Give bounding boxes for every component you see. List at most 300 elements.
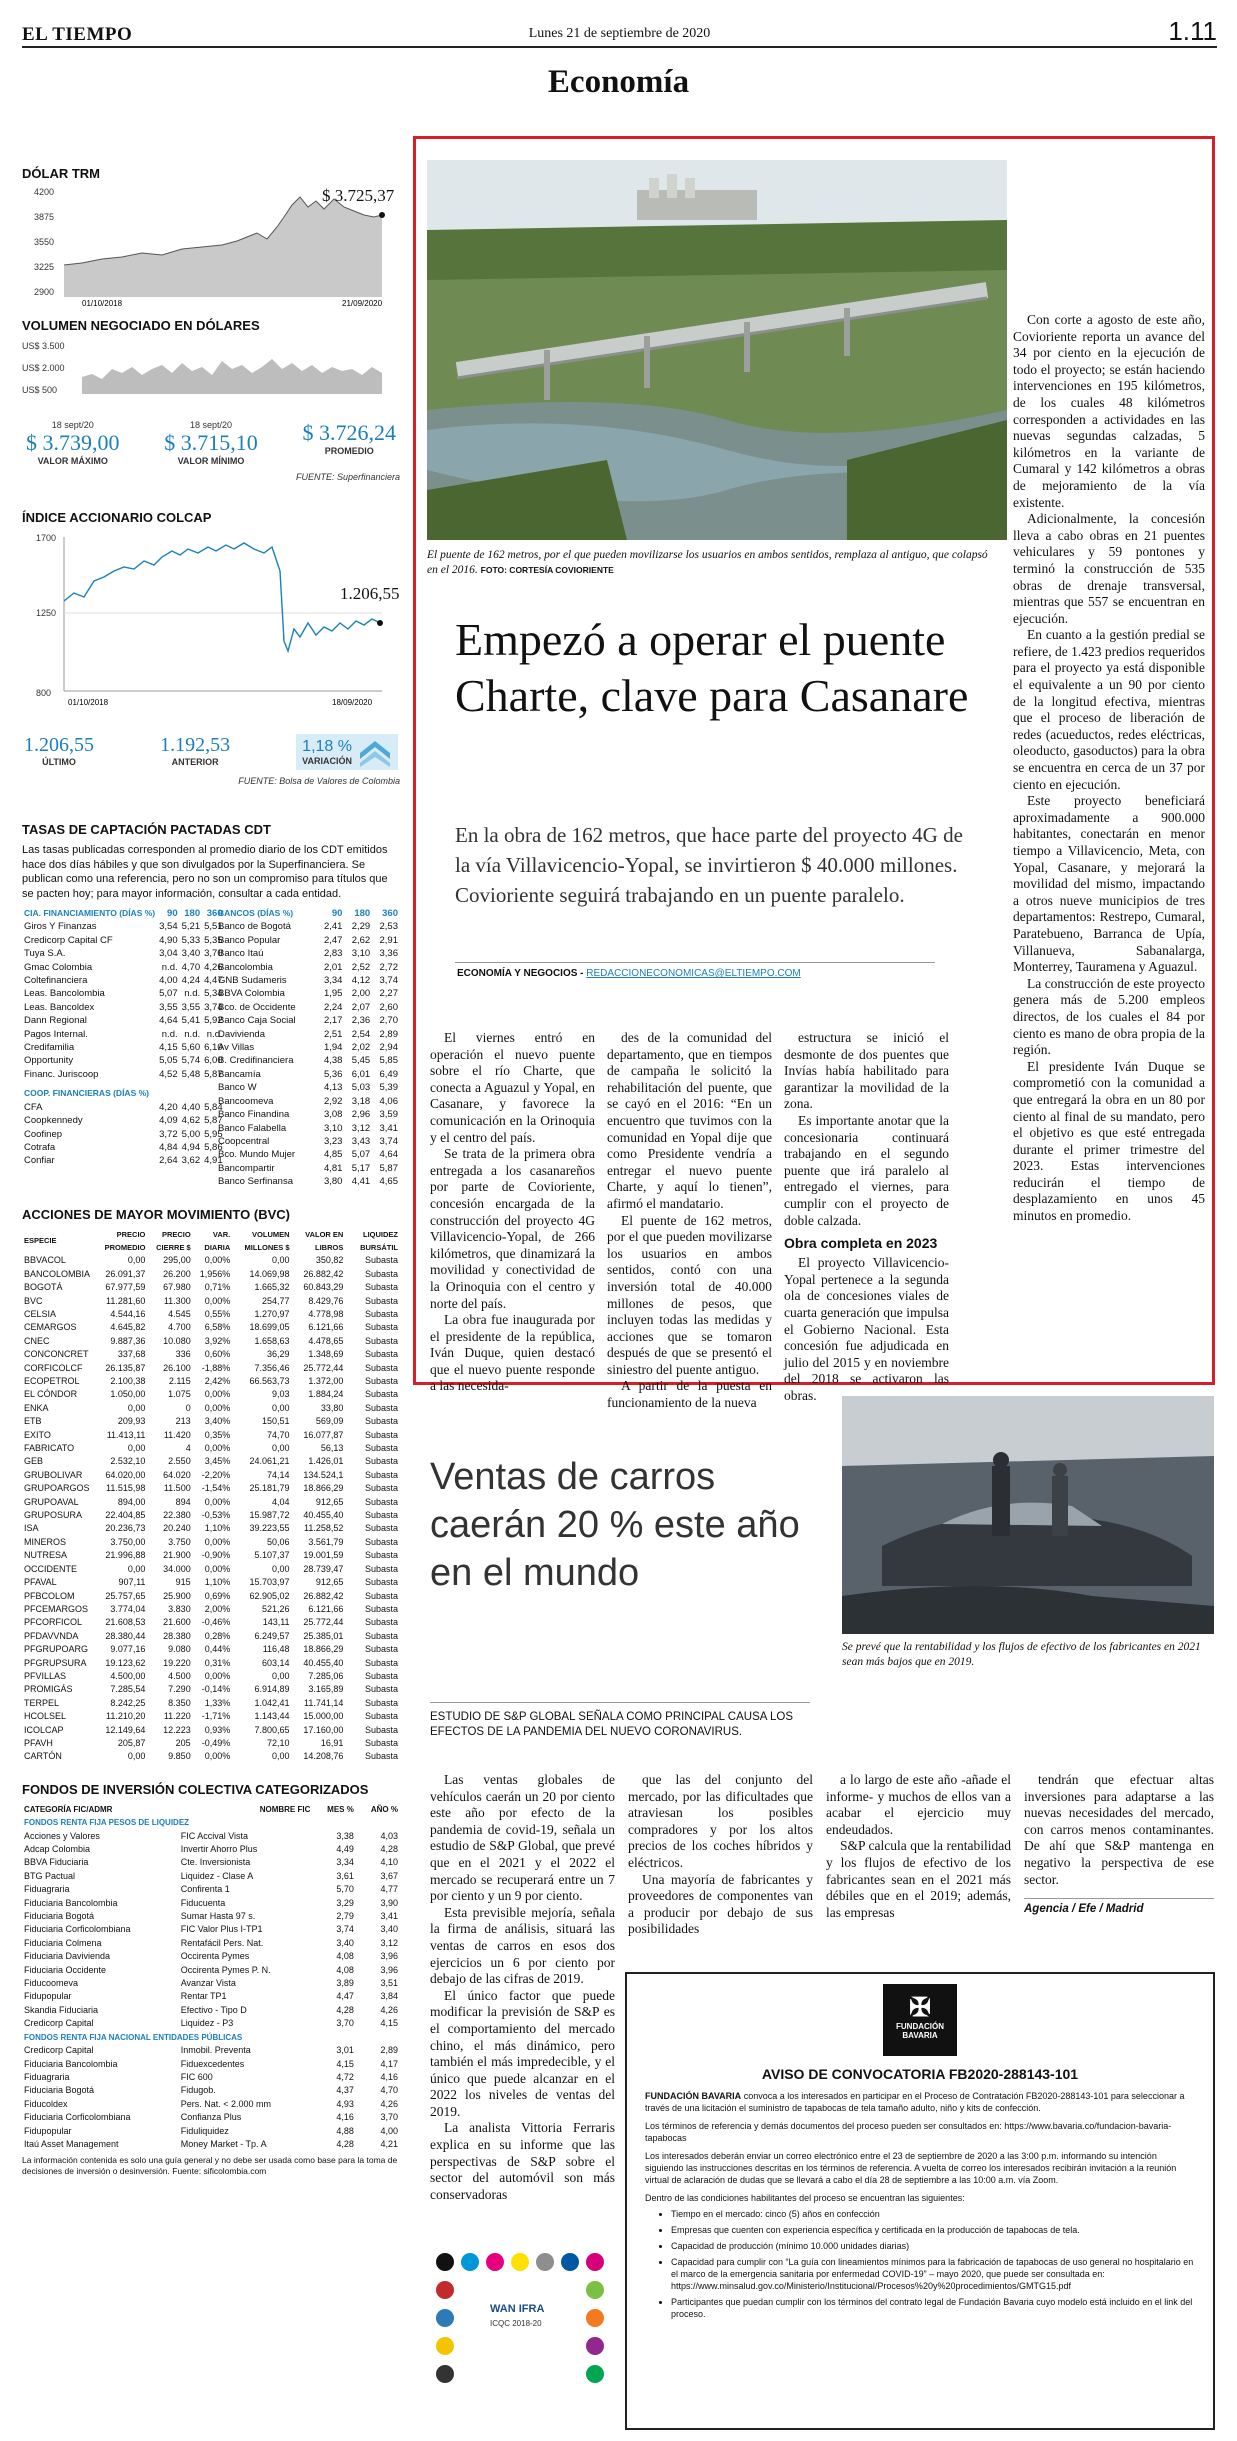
article2-rule bbox=[430, 1702, 810, 1703]
table-cell: Subasta bbox=[364, 1335, 398, 1346]
list-item: • Participantes que puedan cumplir con los términos del contrato legal de Fundación Bavaria cuyo modelo está incluido en el link del proceso. bbox=[671, 2296, 1195, 2320]
table-cell: 16,91 bbox=[320, 1737, 344, 1748]
list-item: • Empresas que cuenten con experiencia específica y certificada en la producción de tapabocas de tela. bbox=[671, 2224, 1195, 2236]
table-cell: 3,74 bbox=[204, 1001, 223, 1013]
table-cell: Credicorp Capital bbox=[24, 2045, 94, 2056]
table-cell: CEMARGOS bbox=[24, 1322, 77, 1333]
table-cell: -1,88% bbox=[201, 1362, 231, 1373]
table-row bbox=[216, 1175, 400, 1188]
table-cell: 15.703,97 bbox=[249, 1577, 290, 1588]
article2-headline: Ventas de carros caerán 20 % este año en el mundo bbox=[430, 1456, 800, 1594]
table-cell: 3,55 bbox=[181, 1001, 201, 1013]
table-cell: Fidupopular bbox=[24, 2125, 72, 2136]
table-row bbox=[22, 1937, 400, 1950]
table-row bbox=[22, 1482, 400, 1495]
table-row bbox=[22, 1054, 225, 1067]
table-cell: 4,64 bbox=[379, 1149, 398, 1161]
table-cell: 4,77 bbox=[380, 1884, 398, 1895]
stat-change bbox=[296, 734, 398, 770]
table-cell: 4,47 bbox=[204, 975, 223, 987]
table-cell: 11.515,98 bbox=[106, 1483, 146, 1494]
volume-bars bbox=[82, 359, 382, 394]
table-cell: 3,41 bbox=[379, 1122, 398, 1134]
table-cell: 4,28 bbox=[336, 2004, 354, 2015]
table-cell: 3,41 bbox=[380, 1911, 398, 1922]
table-cell: 10.080 bbox=[163, 1335, 191, 1346]
table-cell: 3.561,79 bbox=[308, 1536, 344, 1547]
table-cell: Itaú Asset Management bbox=[24, 2138, 119, 2149]
stat-max bbox=[26, 420, 120, 466]
table-row bbox=[22, 1843, 400, 1856]
table-row bbox=[22, 1883, 400, 1896]
colcap-ytick: 1250 bbox=[36, 608, 57, 618]
column-header: ESPECIE bbox=[24, 1236, 57, 1246]
dolar-source: FUENTE: Superfinanciera bbox=[295, 472, 400, 482]
table-cell: 1,33% bbox=[204, 1697, 231, 1708]
table-cell: 0,35% bbox=[204, 1429, 231, 1440]
table-cell: 0,00 bbox=[127, 1255, 146, 1266]
table-cell: 3,34 bbox=[323, 975, 343, 987]
table-row bbox=[22, 2071, 400, 2084]
table-cell: 5,05 bbox=[159, 1055, 178, 1067]
table-cell: 5,34 bbox=[204, 988, 223, 1000]
paragraph: Se trata de la primera obra entregada a los casanareños por parte de Covioriente, concesión encargada de la construcción del proyecto 4G Villavicencio-Yopal, de 266 kilómetros, que dinamizará la movilidad y conectividad de la Orinoquia con el centro y norte del país. bbox=[430, 1146, 595, 1311]
table-row bbox=[216, 934, 400, 947]
paragraph: S&P calcula que la rentabilidad y los flujos de efectivo de los fabricantes sean en el 2021 más débiles que en el 2019; además, las empresas bbox=[826, 1838, 1011, 1920]
table-cell: -1,71% bbox=[201, 1711, 231, 1722]
table-cell: 4 bbox=[185, 1443, 191, 1454]
byline-email[interactable]: REDACCIONECONOMICAS@ELTIEMPO.COM bbox=[586, 968, 801, 979]
table-row bbox=[22, 1977, 400, 1990]
table-cell: 603,14 bbox=[262, 1657, 290, 1668]
table-cell: 56,13 bbox=[320, 1443, 344, 1454]
table-cell: CFA bbox=[24, 1101, 43, 1113]
paragraph: Esta previsible mejoría, señala la firma de análisis, situará las ventas de carros en esos dos ejercicios un 6 por ciento por debajo de las cifras de 2019. bbox=[430, 1904, 615, 1987]
table-cell: 3,18 bbox=[351, 1095, 371, 1107]
table-cell: Credicorp Capital CF bbox=[24, 934, 113, 946]
paragraph: El único factor que puede modificar la previsión de S&P es el comportamiento del mercado chino, el más dinámico, pero también el más impredecible, y el único que puede alcanzar en el 2022 los niveles de ventas del 2019. bbox=[430, 1987, 615, 2119]
table-cell: 254,77 bbox=[262, 1295, 290, 1306]
table-cell: Banco Itaú bbox=[218, 948, 264, 960]
table-row bbox=[22, 1616, 400, 1629]
table-cell: 5,86 bbox=[204, 1141, 223, 1153]
table-cell: 3,01 bbox=[336, 2045, 354, 2056]
table-row bbox=[22, 2004, 400, 2017]
column-header: CATEGORÍA FIC/ADMR bbox=[24, 1804, 113, 1814]
table-cell: 0,31% bbox=[204, 1657, 231, 1668]
table-cell: 36,29 bbox=[267, 1349, 290, 1360]
bavaria-logo bbox=[883, 1984, 957, 2056]
table-cell: Liquidez - P3 bbox=[180, 2018, 234, 2029]
table-cell: B. Credifinanciera bbox=[218, 1055, 294, 1067]
table-cell: 912,65 bbox=[315, 1496, 344, 1507]
table-row bbox=[22, 1028, 225, 1041]
table-cell: 67.977,59 bbox=[105, 1282, 146, 1293]
table-cell: -0,46% bbox=[201, 1617, 231, 1628]
table-cell: 2,52 bbox=[351, 961, 371, 973]
up-arrow-icon bbox=[358, 737, 392, 767]
table-cell: 5,87 bbox=[379, 1162, 398, 1174]
table-cell: 3,40 bbox=[336, 1937, 354, 1948]
table-cell: 0,93% bbox=[204, 1724, 231, 1735]
table-cell: PFAVH bbox=[24, 1737, 53, 1748]
table-cell: Subasta bbox=[364, 1603, 398, 1614]
table-row bbox=[22, 974, 225, 987]
fondos-rows-1 bbox=[22, 1830, 400, 2031]
table-cell: 3,84 bbox=[380, 1991, 398, 2002]
colcap-chart bbox=[22, 531, 400, 711]
table-row bbox=[22, 2125, 400, 2138]
volume-ytick: US$ 2.000 bbox=[22, 363, 65, 373]
table-cell: PFCORFICOL bbox=[24, 1617, 83, 1628]
colcap-stats bbox=[22, 734, 400, 770]
table-cell: 6,10 bbox=[204, 1042, 223, 1054]
table-row bbox=[22, 1014, 225, 1027]
table-cell: 4.500,00 bbox=[110, 1670, 146, 1681]
table-cell: 0,00% bbox=[204, 1751, 231, 1762]
stat-value: $ 3.726,24 bbox=[302, 420, 396, 445]
table-cell: 15.000,00 bbox=[303, 1711, 344, 1722]
table-cell: 7.290 bbox=[168, 1684, 191, 1695]
table-cell: Fiducoldex bbox=[24, 2098, 68, 2109]
table-cell: Confirenta 1 bbox=[180, 1884, 230, 1895]
table-cell: 40.455,40 bbox=[303, 1510, 344, 1521]
table-cell: 14.208,76 bbox=[303, 1751, 344, 1762]
table-cell: 3,72 bbox=[159, 1128, 178, 1140]
table-cell: 25.772,44 bbox=[303, 1617, 344, 1628]
table-cell: ICOLCAP bbox=[24, 1724, 64, 1735]
table-cell: 4,03 bbox=[380, 1830, 398, 1841]
cdt-col: 90 bbox=[331, 908, 343, 919]
table-cell: 21.600 bbox=[163, 1617, 191, 1628]
table-cell: 2,27 bbox=[379, 988, 398, 1000]
table-cell: Subasta bbox=[364, 1550, 398, 1561]
table-cell: Subasta bbox=[364, 1469, 398, 1480]
table-cell: Subasta bbox=[364, 1711, 398, 1722]
table-cell: FIC 600 bbox=[180, 2071, 213, 2082]
table-cell: 3,29 bbox=[336, 1897, 354, 1908]
table-cell: 39.223,55 bbox=[249, 1523, 290, 1534]
photo-caption bbox=[427, 548, 997, 578]
table-cell: 1.884,24 bbox=[308, 1389, 344, 1400]
table-cell: 74,70 bbox=[267, 1429, 290, 1440]
dolar-stats bbox=[22, 420, 400, 466]
table-cell: 8.429,76 bbox=[308, 1295, 344, 1306]
paragraph: El puente de 162 metros, por el que pueden movilizarse los usuarios en ambos sentidos, contó con una inversión total de 40.000 millones de pesos, que incluyen todas las medidas y acciones que se tomaron después de que se presentó el siniestro del puente antiguo. bbox=[607, 1212, 772, 1377]
table-row bbox=[22, 1429, 400, 1442]
table-cell: 2,91 bbox=[379, 934, 398, 946]
table-cell: 4.544,16 bbox=[110, 1308, 146, 1319]
table-cell: 4,12 bbox=[351, 975, 371, 987]
table-cell: Bco. de Occidente bbox=[218, 1001, 296, 1013]
table-cell: Financ. Juriscoop bbox=[24, 1068, 99, 1080]
table-cell: 26.091,37 bbox=[105, 1268, 146, 1279]
table-cell: 0,44% bbox=[204, 1644, 231, 1655]
colcap-ytick: 1700 bbox=[36, 533, 57, 543]
table-cell: 0,55% bbox=[204, 1308, 231, 1319]
table-cell: 5,17 bbox=[351, 1162, 371, 1174]
article1-col3b bbox=[784, 1255, 949, 1404]
table-cell: 116,48 bbox=[262, 1644, 290, 1655]
table-cell: 67.980 bbox=[163, 1282, 191, 1293]
table-cell: 4,90 bbox=[159, 934, 178, 946]
table-cell: 0,00% bbox=[204, 1402, 231, 1413]
table-cell: GEB bbox=[24, 1456, 44, 1467]
table-cell: 2,51 bbox=[323, 1028, 343, 1040]
paragraph: des de la comunidad del departamento, que en tiempos de campaña le solicitó la rehabilitación del puente, que se cayó en el 2016: “En un encuentro que tuvimos con la comunidad en Yopal dije que como Presidente vendría a entregar el nuevo puente Charte, y aquí lo tienen”, afirmó el mandatario. bbox=[607, 1030, 772, 1211]
table-cell: 28.380,44 bbox=[105, 1630, 146, 1641]
table-row bbox=[216, 920, 400, 933]
table-cell: Subasta bbox=[364, 1376, 398, 1386]
table-row bbox=[216, 987, 400, 1000]
table-cell: 1,94 bbox=[323, 1042, 343, 1054]
table-cell: 72,10 bbox=[267, 1737, 290, 1748]
table-cell: 2,64 bbox=[159, 1155, 178, 1167]
fondos-table bbox=[22, 1803, 400, 2152]
table-cell: 20.236,73 bbox=[105, 1523, 146, 1534]
table-row bbox=[22, 1469, 400, 1482]
table-cell: 2,89 bbox=[379, 1028, 398, 1040]
table-cell: Fiduciaria Bogotá bbox=[24, 2085, 95, 2096]
wan-ifra-label: WAN IFRA bbox=[490, 2303, 545, 2315]
table-cell: 150,51 bbox=[262, 1416, 290, 1427]
table-cell: Subasta bbox=[364, 1416, 398, 1427]
stat-label: VALOR MÁXIMO bbox=[37, 456, 108, 466]
table-cell: PFGRUPOARG bbox=[24, 1644, 89, 1655]
acciones-table bbox=[22, 1228, 400, 1764]
table-cell: 1.143,44 bbox=[254, 1711, 290, 1722]
table-cell: 5,21 bbox=[181, 921, 201, 933]
table-cell: Liquidez - Clase A bbox=[180, 1870, 254, 1881]
table-row bbox=[216, 974, 400, 987]
table-cell: Subasta bbox=[364, 1563, 398, 1574]
stat-date: 18 sept/20 bbox=[189, 420, 233, 430]
table-cell: 4.545 bbox=[168, 1308, 191, 1319]
car-factory-illustration bbox=[842, 1396, 1214, 1634]
paragraph: La construcción de este proyecto genera más de 5.200 empleos directos, de los cuales el 84 por ciento es mano de obra propia de la región. bbox=[1013, 975, 1205, 1058]
table-cell: 0,00 bbox=[272, 1402, 290, 1413]
table-cell: Confianza Plus bbox=[180, 2112, 242, 2123]
table-cell: 25.181,79 bbox=[249, 1483, 290, 1494]
table-cell: Banco Serfinansa bbox=[218, 1176, 293, 1188]
bavaria-notice bbox=[625, 1972, 1215, 2430]
table-row bbox=[22, 1114, 225, 1127]
table-row bbox=[22, 1268, 400, 1281]
table-cell: 6.249,57 bbox=[254, 1630, 290, 1641]
table-row bbox=[22, 1415, 400, 1428]
table-cell: 24.061,21 bbox=[249, 1456, 290, 1467]
table-cell: Fiduciaria Bancolombia bbox=[24, 1897, 118, 1908]
cdt-col: 360 bbox=[382, 908, 398, 919]
table-cell: CORFICOLCF bbox=[24, 1362, 83, 1373]
table-cell: 2,70 bbox=[379, 1015, 398, 1027]
dolar-x-end: 21/09/2020 bbox=[342, 299, 383, 307]
fondos-sub: FONDOS RENTA FIJA NACIONAL ENTIDADES PÚBLICAS bbox=[24, 2032, 243, 2042]
table-row bbox=[22, 1897, 400, 1910]
table-cell: 3,04 bbox=[159, 948, 178, 960]
table-cell: 3,12 bbox=[380, 1937, 398, 1948]
table-cell: n.d. bbox=[161, 961, 178, 973]
byline-section: ECONOMÍA Y NEGOCIOS - bbox=[457, 968, 584, 979]
table-cell: 1.050,00 bbox=[110, 1389, 146, 1400]
table-cell: 143,11 bbox=[262, 1617, 290, 1628]
table-cell: Rentar TP1 bbox=[180, 1991, 227, 2002]
table-cell: Dann Regional bbox=[24, 1015, 87, 1027]
column-header: VALOR EN LIBROS bbox=[305, 1229, 344, 1252]
table-cell: 6,00 bbox=[204, 1055, 223, 1067]
paragraph: El presidente Iván Duque se comprometió con la comunidad a que entregará la obra en un 80 por ciento al final de su mandato, pero el objetivo es que esté entregada durante el primer trimestre del 2023. Estas intervenciones reducirán el tiempo de desplazamiento en unos 45 minutos en promedio. bbox=[1013, 1058, 1205, 1224]
cdt-cia-table bbox=[22, 907, 225, 1168]
acciones-title: ACCIONES DE MAYOR MOVIMIENTO (BVC) bbox=[22, 1206, 290, 1222]
table-cell: CONCONCRET bbox=[24, 1349, 89, 1360]
car-photo bbox=[842, 1396, 1214, 1634]
table-cell: 521,26 bbox=[262, 1603, 290, 1614]
table-cell: 2,54 bbox=[351, 1028, 371, 1040]
table-cell: 5,70 bbox=[336, 1884, 354, 1895]
table-row bbox=[22, 1402, 400, 1415]
stat-min bbox=[164, 420, 258, 466]
table-row bbox=[22, 1549, 400, 1562]
table-cell: 34.000 bbox=[163, 1563, 191, 1574]
table-cell: Confiar bbox=[24, 1155, 55, 1167]
table-row bbox=[216, 1028, 400, 1041]
table-cell: 3,10 bbox=[351, 948, 371, 960]
table-cell: 8.242,25 bbox=[110, 1697, 146, 1708]
table-cell: 1.075 bbox=[168, 1389, 191, 1400]
table-cell: Subasta bbox=[364, 1429, 398, 1440]
stat-label: VALOR MÍNIMO bbox=[177, 456, 245, 466]
table-row bbox=[22, 1950, 400, 1963]
table-cell: Bancoomeva bbox=[218, 1095, 274, 1107]
table-cell: 12.149,64 bbox=[105, 1724, 146, 1735]
table-cell: 4,21 bbox=[380, 2138, 398, 2149]
table-cell: 1.372,00 bbox=[308, 1376, 344, 1386]
notice-p1-text: convoca a los interesados en participar en el Proceso de Contratación FB2020-288143-101 para seleccionar a través de una licitación el suministro de tapabocas de tela tamaño adulto, niño y kits de confección. bbox=[645, 2091, 1185, 2113]
newspaper-brand: EL TIEMPO bbox=[22, 24, 133, 45]
table-cell: BTG Pactual bbox=[24, 1870, 76, 1881]
table-cell: BOGOTÁ bbox=[24, 1282, 63, 1293]
table-row bbox=[22, 2084, 400, 2097]
table-cell: Banco de Bogotá bbox=[218, 921, 291, 933]
table-cell: 5,33 bbox=[181, 934, 201, 946]
table-cell: 0,60% bbox=[204, 1349, 231, 1360]
table-cell: 9.077,16 bbox=[110, 1644, 146, 1655]
column-header: NOMBRE FIC bbox=[259, 1804, 311, 1814]
table-cell: Credicorp Capital bbox=[24, 2018, 94, 2029]
table-cell: 4.478,65 bbox=[308, 1335, 344, 1346]
table-cell: PFBCOLOM bbox=[24, 1590, 75, 1601]
table-cell: Bco. Mundo Mujer bbox=[218, 1149, 296, 1161]
table-cell: Fiduciaria Bogotá bbox=[24, 1911, 95, 1922]
table-cell: 15.987,72 bbox=[249, 1510, 290, 1521]
table-row bbox=[22, 1910, 400, 1923]
table-cell: 11.210,20 bbox=[106, 1711, 146, 1722]
article1-col3 bbox=[784, 1030, 949, 1404]
table-cell: GRUPOARGOS bbox=[24, 1483, 90, 1494]
table-row bbox=[22, 1068, 225, 1081]
table-cell: 4,04 bbox=[272, 1496, 290, 1507]
table-cell: Banco W bbox=[218, 1082, 257, 1094]
table-cell: NUTRESA bbox=[24, 1550, 68, 1561]
table-cell: 0,00 bbox=[272, 1751, 290, 1762]
list-item: • Tiempo en el mercado: cinco (5) años en confección bbox=[671, 2208, 1195, 2220]
article-byline bbox=[457, 968, 977, 979]
table-cell: 0,71% bbox=[204, 1282, 231, 1293]
table-row bbox=[22, 1455, 400, 1468]
byline-rule bbox=[455, 962, 935, 963]
table-cell: 915 bbox=[175, 1577, 191, 1588]
paragraph: a lo largo de este año -añade el informe- y muchos de ellos van a acabar el ejercicio muy endeudados. bbox=[826, 1772, 1011, 1837]
cdt-coop-rows bbox=[22, 1101, 225, 1168]
table-cell: 4,81 bbox=[323, 1162, 343, 1174]
table-cell: 2,07 bbox=[351, 1001, 371, 1013]
table-row bbox=[216, 1054, 400, 1067]
table-cell: 2,01 bbox=[323, 961, 343, 973]
table-cell: 4,08 bbox=[336, 1951, 354, 1962]
table-cell: 4,62 bbox=[181, 1115, 201, 1127]
table-cell: 0,00 bbox=[127, 1402, 146, 1413]
table-cell: Subasta bbox=[364, 1536, 398, 1547]
dolar-area bbox=[64, 197, 382, 297]
table-cell: 5,39 bbox=[379, 1082, 398, 1094]
table-cell: Gmac Colombia bbox=[24, 961, 93, 973]
table-cell: 4,26 bbox=[380, 2004, 398, 2015]
table-cell: 2,79 bbox=[336, 1911, 354, 1922]
dolar-ytick: 3225 bbox=[34, 262, 55, 272]
table-cell: 25.772,44 bbox=[303, 1362, 344, 1373]
cdt-tables bbox=[22, 907, 400, 1189]
table-cell: 64.020 bbox=[163, 1469, 191, 1480]
table-cell: 5,07 bbox=[351, 1149, 371, 1161]
table-cell: 3,62 bbox=[181, 1155, 201, 1167]
table-cell: 5,00 bbox=[181, 1128, 201, 1140]
table-cell: 16.077,87 bbox=[303, 1429, 344, 1440]
table-cell: 4,70 bbox=[181, 961, 201, 973]
table-row bbox=[22, 1362, 400, 1375]
table-cell: ETB bbox=[24, 1416, 42, 1427]
table-cell: 4,24 bbox=[181, 975, 201, 987]
table-cell: Fiduciaria Colmena bbox=[24, 1937, 102, 1948]
paragraph: A partir de la puesta en funcionamiento de la nueva bbox=[607, 1378, 772, 1411]
table-cell: Money Market - Tp. A bbox=[180, 2138, 267, 2149]
table-cell: 4,20 bbox=[159, 1101, 178, 1113]
stat-value: 1.206,55 bbox=[24, 734, 94, 756]
table-cell: PFGRUPSURA bbox=[24, 1657, 87, 1668]
table-cell: Subasta bbox=[364, 1751, 398, 1762]
table-row bbox=[22, 1683, 400, 1696]
print-color-marks bbox=[430, 2250, 620, 2420]
table-cell: 6.121,66 bbox=[308, 1603, 344, 1614]
notice-body bbox=[627, 2082, 1213, 2320]
table-cell: 3,70 bbox=[336, 2018, 354, 2029]
notice-list bbox=[645, 2208, 1195, 2320]
table-cell: Subasta bbox=[364, 1282, 398, 1293]
table-row bbox=[216, 1068, 400, 1081]
table-row bbox=[22, 1281, 400, 1294]
table-cell: 894 bbox=[175, 1496, 191, 1507]
article1-col4 bbox=[1013, 312, 1205, 1225]
table-row bbox=[22, 1001, 225, 1014]
table-row bbox=[22, 1041, 225, 1054]
table-row bbox=[22, 1603, 400, 1616]
table-cell: BANCOLOMBIA bbox=[24, 1268, 91, 1279]
table-cell: 3,55 bbox=[159, 1001, 178, 1013]
table-cell: HCOLSEL bbox=[24, 1711, 67, 1722]
table-cell: ECOPETROL bbox=[24, 1376, 80, 1386]
stat-value: 1,18 % bbox=[302, 738, 352, 755]
paragraph: En cuanto a la gestión predial se refiere, de 1.423 predios requeridos para el proyecto ya está disponible el equivalente a un 90 por ciento de la longitud efectiva, mientras que el proceso de liberación de redes (acueductos, redes eléctricas, oleoducto, gasoductos) para la obra se encuentra en cerca de un 37 por ciento en ejecución. bbox=[1013, 627, 1205, 792]
table-cell: Fiduagraria bbox=[24, 1884, 70, 1895]
